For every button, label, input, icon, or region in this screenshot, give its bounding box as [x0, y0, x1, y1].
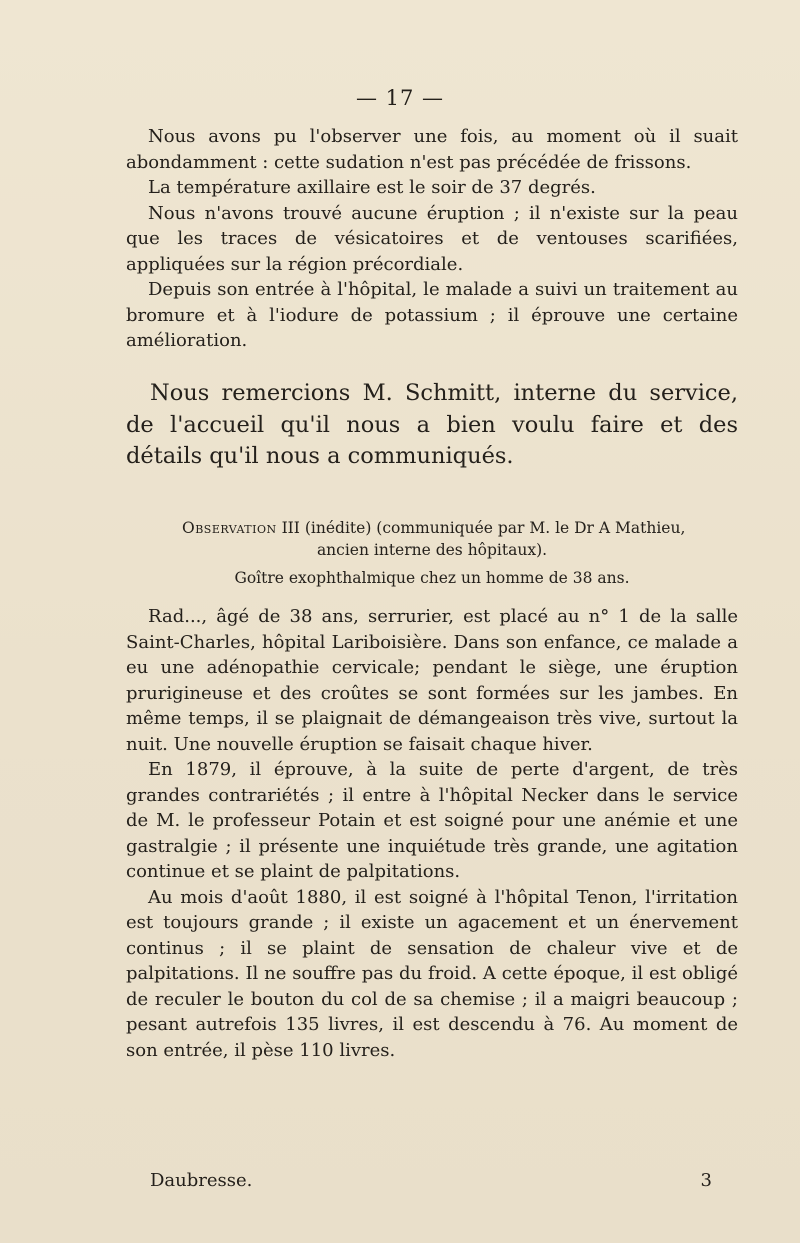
sheet-number: 3 [700, 1170, 712, 1191]
thanks-section [126, 378, 738, 473]
thanks-paragraph: Nous remercions M. Schmitt, interne du service, de l'accueil qu'il nous a bien voulu faire et des détails qu'il nous a communiqués. [126, 380, 738, 469]
case-section [126, 604, 738, 1063]
observation-subline: ancien interne des hôpitaux). [316, 541, 548, 559]
observation-label: Observation [182, 519, 277, 537]
observation-diagnosis: Goître exophthalmique chez un homme de 38 ans. [234, 569, 630, 587]
observation-number: III [281, 519, 300, 537]
observation-title [126, 517, 738, 539]
intro-paragraph: Depuis son entrée à l'hôpital, le malade a suivi un traitement au bromure et à l'iodure de potassium ; il éprouve une certaine amélioration. [126, 279, 738, 351]
case-paragraph: Rad..., âgé de 38 ans, serrurier, est placé au n° 1 de la salle Saint-Charles, hôpital Lariboisière. Dans son enfance, ce malade a eu une adénopathie cervicale; pendant le siège, une éruption prurigineuse et des croûtes se sont formées sur les jambes. En même temps, il se plaignait de démangeaison très vive, surtout la nuit. Une nouvelle éruption se faisait chaque hiver. [126, 606, 738, 755]
observation-heading [126, 517, 738, 589]
case-paragraph: Au mois d'août 1880, il est soigné à l'hôpital Tenon, l'irritation est toujours grande ; il existe un agacement et un énervement continus ; il se plaint de sensation de chaleur vive et de palpitations. Il ne souffre pas du froid. A cette époque, il est obligé de reculer le bouton du col de sa chemise ; il a maigri beaucoup ; pesant autrefois 135 livres, il est descendu à 76. Au moment de son entrée, il pèse 110 livres. [126, 886, 738, 1061]
intro-paragraph: La température axillaire est le soir de 37 degrés. [148, 177, 596, 198]
page-number: — 17 — [355, 86, 445, 110]
author-signature: Daubresse. [150, 1170, 253, 1191]
intro-paragraph: Nous n'avons trouvé aucune éruption ; il n'existe sur la peau que les traces de vésicatoires et de ventouses scarifiées, appliquées sur la région précordiale. [126, 202, 738, 275]
case-paragraph: En 1879, il éprouve, à la suite de perte d'argent, de très grandes contrariétés ; il entre à l'hôpital Necker dans le service de M. le professeur Potain et est soigné pour une anémie et une gastralgie ; il présente une inquiétude très grande, une agitation continue et se plaint de palpitations. [126, 759, 738, 882]
intro-paragraph: Nous avons pu l'observer une fois, au moment où il suait abondamment : cette sudation n'est pas précédée de frissons. [126, 126, 738, 173]
intro-section [126, 124, 738, 354]
observation-details: (inédite) (communiquée par M. le Dr A Mathieu, [304, 519, 686, 537]
